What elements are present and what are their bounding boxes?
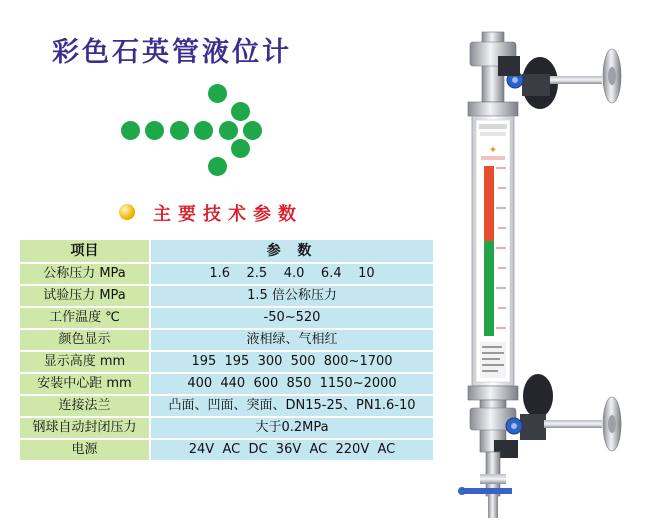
row-key: 安装中心距 mm: [20, 374, 149, 394]
table-row: [20, 396, 433, 416]
orange-ball-icon: [119, 204, 135, 220]
table-row: [20, 308, 433, 328]
section-heading: 主要技术参数: [153, 204, 303, 225]
row-value: 1.5 倍公称压力: [149, 286, 433, 306]
table-row: [20, 352, 433, 372]
table-row: [20, 440, 433, 460]
row-key: 试验压力 MPa: [20, 286, 149, 306]
row-value: 195 195 300 500 800~1700: [149, 352, 433, 372]
row-key: 公称压力 MPa: [20, 264, 149, 284]
table-row: [20, 374, 433, 394]
row-key: 电源: [20, 440, 149, 460]
row-value: 1.6 2.5 4.0 6.4 10: [149, 264, 433, 284]
svg-text:✦: ✦: [488, 145, 498, 156]
row-key: 钢球自动封闭压力: [20, 418, 149, 438]
header-value: 参 数: [149, 240, 433, 262]
row-key: 连接法兰: [20, 396, 149, 416]
liquid-level-gauge-image: [440, 28, 650, 528]
row-value: 液相绿、气相红: [149, 330, 433, 350]
row-value: -50~520: [149, 308, 433, 328]
row-value: 凸面、凹面、突面、DN15-25、PN1.6-10: [149, 396, 433, 416]
spec-table: [20, 238, 433, 462]
row-value: 大于0.2MPa: [149, 418, 433, 438]
table-row: [20, 264, 433, 284]
row-key: 工作温度 ℃: [20, 308, 149, 328]
row-value: 24V AC DC 36V AC 220V AC: [149, 440, 433, 460]
product-title: 彩色石英管液位计: [52, 37, 292, 68]
table-row: [20, 286, 433, 306]
row-key: 显示高度 mm: [20, 352, 149, 372]
table-row: [20, 330, 433, 350]
table-row: [20, 418, 433, 438]
header-key: 项目: [20, 240, 149, 262]
row-value: 400 440 600 850 1150~2000: [149, 374, 433, 394]
table-header-row: [20, 240, 433, 262]
row-key: 颜色显示: [20, 330, 149, 350]
